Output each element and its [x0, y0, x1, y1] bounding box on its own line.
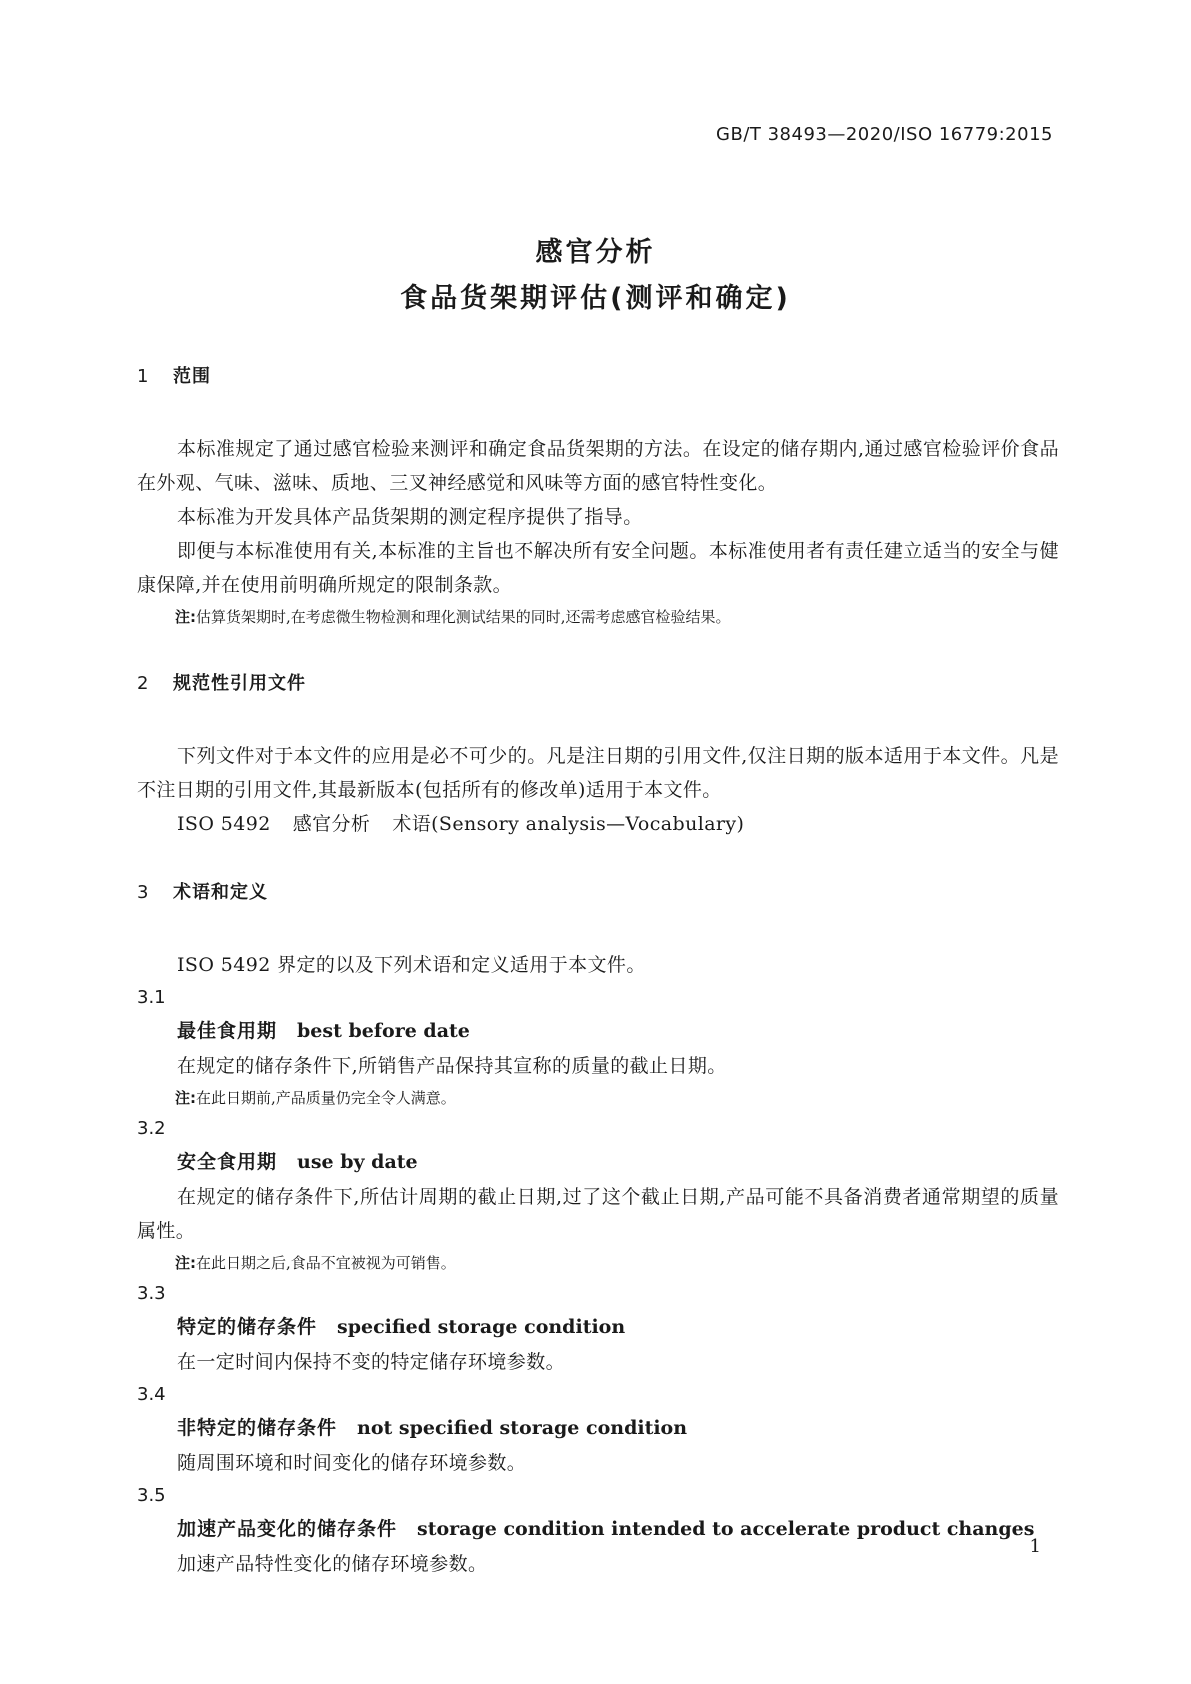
note [137, 1083, 1059, 1113]
section-number: 3 [137, 882, 150, 903]
term-name-zh: 特定的储存条件 [177, 1316, 318, 1338]
term-number: 3.4 [137, 1384, 166, 1405]
term-name [137, 1144, 1059, 1180]
document-body [137, 365, 1059, 1581]
term-name-en: not specified storage condition [357, 1417, 688, 1439]
reference-code: ISO 5492 [177, 813, 271, 835]
term-name-zh: 最佳食用期 [177, 1020, 278, 1042]
section-title: 术语和定义 [173, 882, 268, 903]
note-label: 注: [175, 1089, 196, 1107]
reference-title: 术语(Sensory analysis—Vocabulary) [392, 813, 745, 835]
page-number: 1 [1029, 1536, 1041, 1557]
section-number: 1 [137, 366, 150, 387]
reference-title-zh: 感官分析 [292, 813, 371, 835]
term-definition: 在规定的储存条件下,所估计周期的截止日期,过了这个截止日期,产品可能不具备消费者通常期望的质量属性。 [137, 1186, 1059, 1242]
paragraph: 本标准为开发具体产品货架期的测定程序提供了指导。 [177, 506, 643, 528]
section-number: 2 [137, 673, 150, 694]
term-definition: 随周围环境和时间变化的储存环境参数。 [177, 1452, 527, 1474]
term-number: 3.5 [137, 1485, 166, 1506]
standard-code: GB/T 38493—2020/ISO 16779:2015 [716, 124, 1053, 145]
term-name-en: specified storage condition [337, 1316, 626, 1338]
term-name-zh: 非特定的储存条件 [177, 1417, 338, 1439]
term-name [137, 1410, 1059, 1446]
section-3-heading [137, 881, 1059, 905]
section-1-heading [137, 365, 1059, 389]
document-title [0, 230, 1191, 322]
normative-reference [137, 807, 1059, 841]
note-label: 注: [175, 1254, 196, 1272]
term-definition: 加速产品特性变化的储存环境参数。 [177, 1553, 488, 1575]
note-label: 注: [175, 608, 196, 626]
term-name [137, 1309, 1059, 1345]
section-2-heading [137, 672, 1059, 696]
term-name [137, 1013, 1059, 1049]
note-text: 估算货架期时,在考虑微生物检测和理化测试结果的同时,还需考虑感官检验结果。 [196, 608, 731, 626]
term-number: 3.3 [137, 1283, 166, 1304]
term-number: 3.1 [137, 987, 166, 1008]
note-text: 在此日期之后,食品不宜被视为可销售。 [196, 1254, 456, 1272]
term-number: 3.2 [137, 1118, 166, 1139]
title-line-1: 感官分析 [535, 237, 656, 268]
note-text: 在此日期前,产品质量仍完全令人满意。 [196, 1089, 456, 1107]
term-name-en: use by date [297, 1151, 418, 1173]
section-title: 范围 [173, 366, 211, 387]
paragraph: 即便与本标准使用有关,本标准的主旨也不解决所有安全问题。本标准使用者有责任建立适当的安全与健康保障,并在使用前明确所规定的限制条款。 [137, 540, 1059, 596]
term-definition: 在一定时间内保持不变的特定储存环境参数。 [177, 1351, 566, 1373]
term-name-en: storage condition intended to accelerate product changes [417, 1518, 1035, 1540]
note [137, 1248, 1059, 1278]
section-title: 规范性引用文件 [173, 673, 306, 694]
title-line-2: 食品货架期评估(测评和确定) [400, 283, 791, 314]
term-name [137, 1511, 1059, 1547]
term-name-zh: 加速产品变化的储存条件 [177, 1518, 398, 1540]
term-definition: 在规定的储存条件下,所销售产品保持其宣称的质量的截止日期。 [177, 1055, 727, 1077]
term-name-en: best before date [297, 1020, 470, 1042]
note [137, 602, 1059, 632]
paragraph: ISO 5492 界定的以及下列术语和定义适用于本文件。 [177, 954, 646, 976]
term-name-zh: 安全食用期 [177, 1151, 278, 1173]
paragraph: 本标准规定了通过感官检验来测评和确定食品货架期的方法。在设定的储存期内,通过感官检验评价食品在外观、气味、滋味、质地、三叉神经感觉和风味等方面的感官特性变化。 [137, 438, 1059, 494]
paragraph: 下列文件对于本文件的应用是必不可少的。凡是注日期的引用文件,仅注日期的版本适用于本文件。凡是不注日期的引用文件,其最新版本(包括所有的修改单)适用于本文件。 [137, 745, 1059, 801]
